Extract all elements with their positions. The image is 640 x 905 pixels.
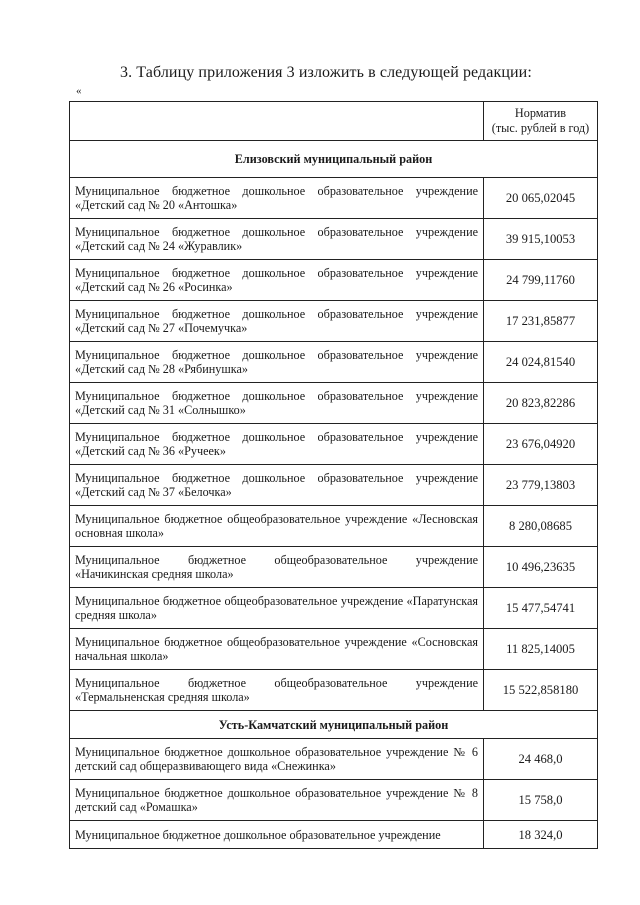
institution-name: Муниципальное бюджетное дошкольное образовательное учреждение «Детский сад № 26 «Росинка»: [70, 260, 484, 301]
normative-value: 15 758,0: [484, 780, 598, 821]
institution-name: Муниципальное бюджетное дошкольное образовательное учреждение «Детский сад № 28 «Рябинушка»: [70, 342, 484, 383]
norm-header-unit: (тыс. рублей в год): [491, 121, 590, 135]
header-name-cell: [70, 102, 484, 141]
institution-name: Муниципальное бюджетное общеобразовательное учреждение «Лесновская основная школа»: [70, 506, 484, 547]
normative-value: 15 477,54741: [484, 588, 598, 629]
district-name: Усть-Камчатский муниципальный район: [70, 711, 598, 739]
table-row: [70, 780, 598, 821]
normative-value: 23 676,04920: [484, 424, 598, 465]
normative-value: 20 065,02045: [484, 178, 598, 219]
normative-value: 23 779,13803: [484, 465, 598, 506]
header-norm-cell: [484, 102, 598, 141]
table-row: [70, 670, 598, 711]
district-row: [70, 141, 598, 178]
table-row: [70, 506, 598, 547]
institution-name: Муниципальное бюджетное дошкольное образовательное учреждение «Детский сад № 36 «Ручеек»: [70, 424, 484, 465]
table-row: [70, 383, 598, 424]
table-row: [70, 821, 598, 849]
table-row: [70, 739, 598, 780]
table-row: [70, 342, 598, 383]
normative-value: 39 915,10053: [484, 219, 598, 260]
district-row: [70, 711, 598, 739]
normative-value: 8 280,08685: [484, 506, 598, 547]
table-row: [70, 629, 598, 670]
institution-name: Муниципальное бюджетное дошкольное образовательное учреждение: [70, 821, 484, 849]
institution-name: Муниципальное бюджетное дошкольное образовательное учреждение «Детский сад № 20 «Антошка»: [70, 178, 484, 219]
normative-value: 24 799,11760: [484, 260, 598, 301]
norm-header-title: Норматив: [514, 106, 567, 120]
normative-value: 15 522,858180: [484, 670, 598, 711]
open-quote-mark: «: [76, 85, 82, 97]
institution-name: Муниципальное бюджетное дошкольное образовательное учреждение «Детский сад № 37 «Белочка»: [70, 465, 484, 506]
table-row: [70, 547, 598, 588]
table-row: [70, 588, 598, 629]
normative-value: 18 324,0: [484, 821, 598, 849]
institution-name: Муниципальное бюджетное общеобразовательное учреждение «Термальненская средняя школа»: [70, 670, 484, 711]
institution-name: Муниципальное бюджетное дошкольное образовательное учреждение № 8 детский сад «Ромашка»: [70, 780, 484, 821]
table-row: [70, 178, 598, 219]
normative-value: 20 823,82286: [484, 383, 598, 424]
table-row: [70, 424, 598, 465]
institution-name: Муниципальное бюджетное дошкольное образовательное учреждение «Детский сад № 24 «Журавлик»: [70, 219, 484, 260]
page-heading: 3. Таблицу приложения 3 изложить в следующей редакции:: [120, 64, 532, 81]
institution-name: Муниципальное бюджетное общеобразовательное учреждение «Паратунская средняя школа»: [70, 588, 484, 629]
normative-value: 24 024,81540: [484, 342, 598, 383]
normatives-table: [69, 101, 598, 849]
table-row: [70, 260, 598, 301]
normative-value: 17 231,85877: [484, 301, 598, 342]
table-row: [70, 465, 598, 506]
normative-value: 10 496,23635: [484, 547, 598, 588]
institution-name: Муниципальное бюджетное общеобразовательное учреждение «Начикинская средняя школа»: [70, 547, 484, 588]
table-row: [70, 219, 598, 260]
table-header-row: [70, 102, 598, 141]
institution-name: Муниципальное бюджетное дошкольное образовательное учреждение «Детский сад № 31 «Солнышко»: [70, 383, 484, 424]
table-row: [70, 301, 598, 342]
district-name: Елизовский муниципальный район: [70, 141, 598, 178]
normative-value: 24 468,0: [484, 739, 598, 780]
normative-value: 11 825,14005: [484, 629, 598, 670]
institution-name: Муниципальное бюджетное общеобразовательное учреждение «Сосновская начальная школа»: [70, 629, 484, 670]
institution-name: Муниципальное бюджетное дошкольное образовательное учреждение № 6 детский сад общеразвивающего вида «Снежинка»: [70, 739, 484, 780]
institution-name: Муниципальное бюджетное дошкольное образовательное учреждение «Детский сад № 27 «Почемучка»: [70, 301, 484, 342]
